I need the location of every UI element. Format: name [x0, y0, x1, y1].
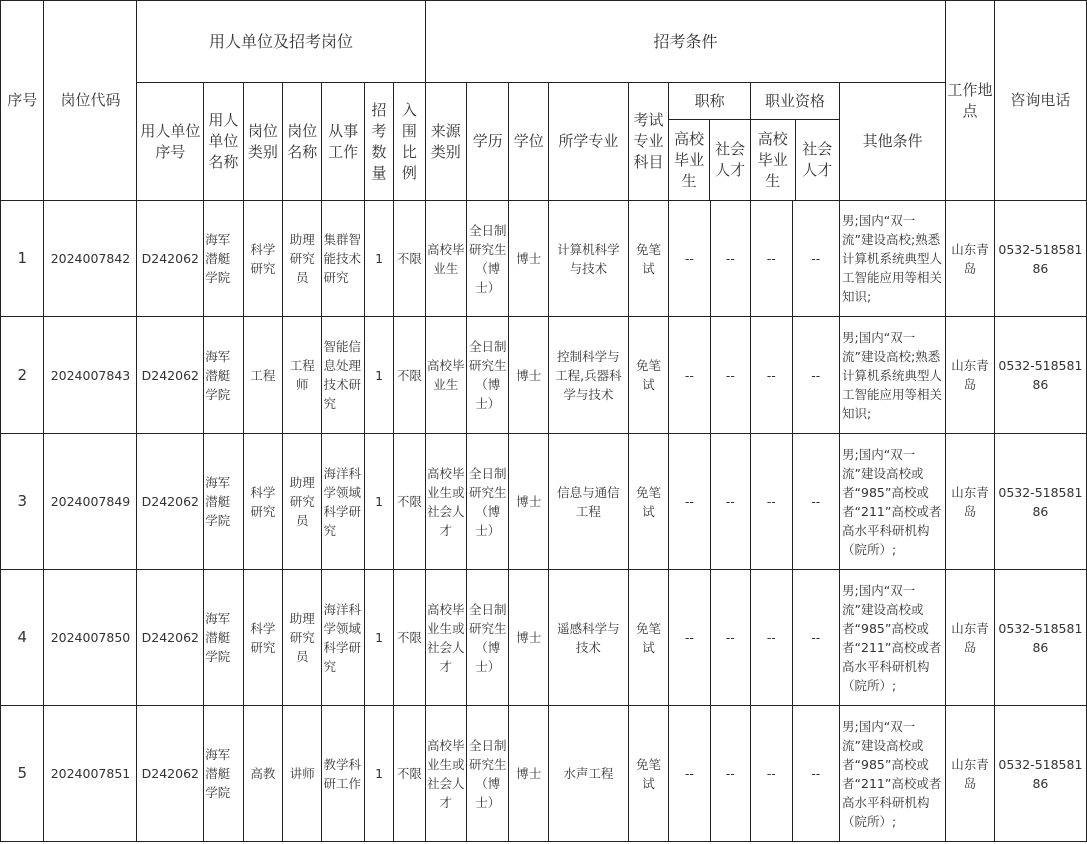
- cell-other: 男;国内“双一流”建设高校;熟悉计算机系统典型人工智能应用等相关知识;: [840, 201, 946, 317]
- cell-unit: 海军潜艇学院: [204, 201, 243, 317]
- header-title-group: [669, 83, 751, 201]
- cell-source: 高校毕业生或社会人才: [425, 434, 466, 570]
- cell-code: 2024007843: [44, 317, 137, 434]
- header-position-category: 岗位类别: [243, 83, 282, 201]
- cell-code: 2024007851: [44, 706, 137, 842]
- header-index: 序号: [1, 1, 44, 201]
- cell-unit: 海军潜艇学院: [204, 434, 243, 570]
- header-unit-seq: 用人单位序号: [137, 83, 204, 201]
- cell-major: 计算机科学与技术: [548, 201, 628, 317]
- cell-education: 全日制研究生（博士）: [467, 201, 509, 317]
- cell-category: 工程: [243, 317, 282, 434]
- cell-qual-graduate: --: [751, 317, 792, 434]
- cell-exam: 免笔试: [628, 201, 668, 317]
- cell-category: 高教: [243, 706, 282, 842]
- cell-unit-seq: D242062: [137, 434, 204, 570]
- cell-name: 助理研究员: [283, 201, 322, 317]
- cell-qual-graduate: --: [751, 434, 792, 570]
- cell-name: 讲师: [283, 706, 322, 842]
- cell-title-social: --: [710, 317, 750, 434]
- cell-work: 海洋科学领域科学研究: [322, 434, 364, 570]
- header-education: 学历: [467, 83, 509, 201]
- cell-phone: 0532-51858186: [994, 201, 1086, 317]
- cell-exam: 免笔试: [628, 317, 668, 434]
- cell-ratio: 不限: [394, 434, 425, 570]
- cell-category: 科学研究: [243, 570, 282, 706]
- cell-title-social: --: [710, 201, 750, 317]
- header-title: 职称: [669, 83, 750, 120]
- cell-qual-graduate: --: [751, 201, 792, 317]
- cell-index: 3: [1, 434, 44, 570]
- header-ratio: 入围比例: [394, 83, 425, 201]
- cell-code: 2024007849: [44, 434, 137, 570]
- table-row: [1, 570, 1087, 706]
- cell-work: 教学科研工作: [322, 706, 364, 842]
- cell-qual-social: --: [792, 317, 840, 434]
- cell-degree: 博士: [509, 570, 548, 706]
- cell-name: 工程师: [283, 317, 322, 434]
- cell-unit: 海军潜艇学院: [204, 570, 243, 706]
- header-other: 其他条件: [840, 83, 946, 201]
- cell-major: 信息与通信工程: [548, 434, 628, 570]
- cell-code: 2024007850: [44, 570, 137, 706]
- cell-exam: 免笔试: [628, 434, 668, 570]
- table-row: [1, 201, 1087, 317]
- cell-location: 山东青岛: [946, 201, 995, 317]
- cell-source: 高校毕业生: [425, 201, 466, 317]
- cell-work: 集群智能技术研究: [322, 201, 364, 317]
- cell-unit-seq: D242062: [137, 706, 204, 842]
- table-row: [1, 434, 1087, 570]
- header-qualification: 职业资格: [751, 83, 839, 120]
- cell-count: 1: [364, 317, 393, 434]
- cell-code: 2024007842: [44, 201, 137, 317]
- cell-phone: 0532-51858186: [994, 706, 1086, 842]
- header-position-code: 岗位代码: [44, 1, 137, 201]
- cell-degree: 博士: [509, 706, 548, 842]
- header-title-graduate: 高校毕业生: [669, 120, 710, 200]
- cell-source: 高校毕业生或社会人才: [425, 706, 466, 842]
- header-work: 从事工作: [322, 83, 364, 201]
- cell-work: 海洋科学领域科学研究: [322, 570, 364, 706]
- cell-count: 1: [364, 201, 393, 317]
- cell-qual-social: --: [792, 434, 840, 570]
- cell-education: 全日制研究生（博士）: [467, 570, 509, 706]
- header-qualification-social: 社会人才: [802, 140, 833, 179]
- cell-location: 山东青岛: [946, 317, 995, 434]
- header-qualification-group: [751, 83, 840, 201]
- cell-title-social: --: [710, 570, 750, 706]
- header-source: 来源类别: [425, 83, 466, 201]
- cell-title-graduate: --: [669, 201, 710, 317]
- header-recruit-count: 招考数量: [364, 83, 393, 201]
- cell-qual-social: --: [792, 570, 840, 706]
- cell-name: 助理研究员: [283, 570, 322, 706]
- cell-education: 全日制研究生（博士）: [467, 434, 509, 570]
- cell-degree: 博士: [509, 201, 548, 317]
- cell-source: 高校毕业生: [425, 317, 466, 434]
- cell-index: 1: [1, 201, 44, 317]
- cell-qual-social: --: [792, 201, 840, 317]
- cell-unit-seq: D242062: [137, 201, 204, 317]
- table-row: [1, 317, 1087, 434]
- header-exam-subject: 考试专业科目: [628, 83, 668, 201]
- cell-ratio: 不限: [394, 706, 425, 842]
- cell-category: 科学研究: [243, 434, 282, 570]
- cell-ratio: 不限: [394, 201, 425, 317]
- cell-count: 1: [364, 570, 393, 706]
- cell-unit-seq: D242062: [137, 317, 204, 434]
- cell-education: 全日制研究生（博士）: [467, 317, 509, 434]
- cell-title-graduate: --: [669, 706, 710, 842]
- cell-title-graduate: --: [669, 434, 710, 570]
- cell-ratio: 不限: [394, 317, 425, 434]
- cell-exam: 免笔试: [628, 570, 668, 706]
- header-position-name: 岗位名称: [283, 83, 322, 201]
- header-major: 所学专业: [548, 83, 628, 201]
- cell-exam: 免笔试: [628, 706, 668, 842]
- cell-ratio: 不限: [394, 570, 425, 706]
- cell-title-social: --: [710, 434, 750, 570]
- cell-other: 男;国内“双一流”建设高校或者“985”高校或者“211”高校或者高水平科研机构（院所）;: [840, 570, 946, 706]
- cell-phone: 0532-51858186: [994, 434, 1086, 570]
- header-title-social: 社会人才: [715, 140, 746, 179]
- cell-title-graduate: --: [669, 317, 710, 434]
- cell-other: 男;国内“双一流”建设高校或者“985”高校或者“211”高校或者高水平科研机构（院所）;: [840, 706, 946, 842]
- cell-unit: 海军潜艇学院: [204, 317, 243, 434]
- cell-other: 男;国内“双一流”建设高校或者“985”高校或者“211”高校或者高水平科研机构（院所）;: [840, 434, 946, 570]
- cell-location: 山东青岛: [946, 570, 995, 706]
- cell-unit: 海军潜艇学院: [204, 706, 243, 842]
- cell-qual-graduate: --: [751, 570, 792, 706]
- cell-qual-graduate: --: [751, 706, 792, 842]
- cell-other: 男;国内“双一流”建设高校;熟悉计算机系统典型人工智能应用等相关知识;: [840, 317, 946, 434]
- cell-source: 高校毕业生或社会人才: [425, 570, 466, 706]
- cell-index: 4: [1, 570, 44, 706]
- cell-category: 科学研究: [243, 201, 282, 317]
- cell-phone: 0532-51858186: [994, 570, 1086, 706]
- cell-degree: 博士: [509, 317, 548, 434]
- cell-phone: 0532-51858186: [994, 317, 1086, 434]
- cell-location: 山东青岛: [946, 434, 995, 570]
- cell-index: 5: [1, 706, 44, 842]
- cell-work: 智能信息处理技术研究: [322, 317, 364, 434]
- cell-major: 控制科学与工程,兵器科学与技术: [548, 317, 628, 434]
- cell-education: 全日制研究生（博士）: [467, 706, 509, 842]
- cell-title-graduate: --: [669, 570, 710, 706]
- cell-name: 助理研究员: [283, 434, 322, 570]
- cell-title-social: --: [710, 706, 750, 842]
- cell-unit-seq: D242062: [137, 570, 204, 706]
- header-qualification-graduate: 高校毕业生: [751, 120, 795, 200]
- header-unit-name: 用人单位名称: [204, 83, 243, 201]
- cell-major: 遥感科学与技术: [548, 570, 628, 706]
- cell-count: 1: [364, 706, 393, 842]
- header-phone: 咨询电话: [994, 1, 1086, 201]
- cell-degree: 博士: [509, 434, 548, 570]
- header-group-employer: 用人单位及招考岗位: [137, 1, 425, 83]
- cell-qual-social: --: [792, 706, 840, 842]
- header-degree: 学位: [509, 83, 548, 201]
- cell-index: 2: [1, 317, 44, 434]
- header-group-conditions: 招考条件: [425, 1, 946, 83]
- header-work-location: 工作地点: [946, 1, 995, 201]
- cell-location: 山东青岛: [946, 706, 995, 842]
- cell-count: 1: [364, 434, 393, 570]
- cell-major: 水声工程: [548, 706, 628, 842]
- table-row: [1, 706, 1087, 842]
